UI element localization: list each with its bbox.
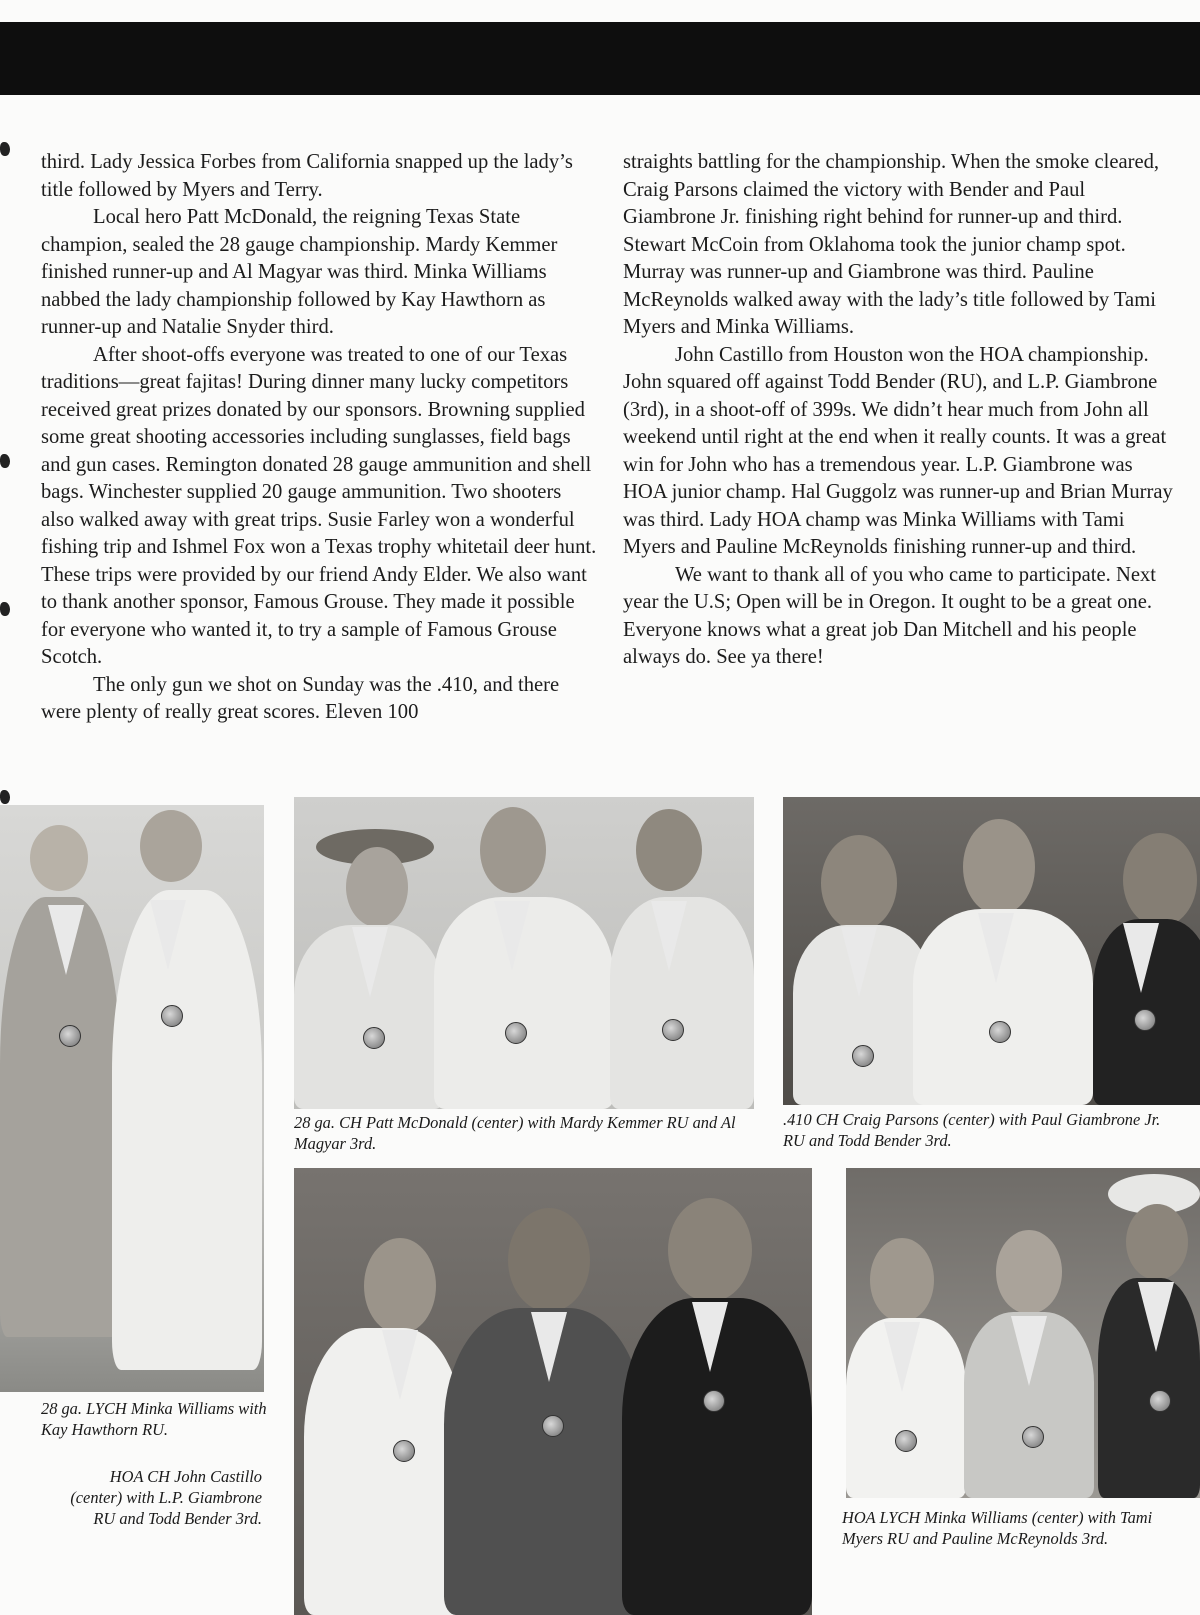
article-paragraph: third. Lady Jessica Forbes from California snapped up the lady’s title followed by Myers and Terry.	[41, 151, 573, 201]
photo-410-ch	[783, 797, 1200, 1105]
caption-410-ch: .410 CH Craig Parsons (center) with Paul Giambrone Jr. RU and Todd Bender 3rd.	[783, 1110, 1161, 1150]
photo-28ga-ch	[294, 797, 754, 1109]
article-paragraph: John Castillo from Houston won the HOA championship. John squared off against Todd Bender (RU), and L.P. Giambrone (3rd), in a shoot-off of 399s. We didn’t hear much from John all weekend until right at the end when it really counts. It was a great win for John who has a tremendous year. L.P. Giambrone was HOA junior champ. Hal Guggolz was runner-up and Brian Murray was third. Lady HOA champ was Minka Williams with Tami Myers and Pauline McReynolds finishing runner-up and third.	[623, 343, 1173, 558]
caption-28ga-ch: 28 ga. CH Patt McDonald (center) with Mardy Kemmer RU and Al Magyar 3rd.	[294, 1113, 736, 1153]
scan-edge-mark	[0, 602, 10, 616]
article-column-left	[41, 149, 597, 727]
article-paragraph: straights battling for the championship. When the smoke cleared, Craig Parsons claimed the victory with Bender and Paul Giambrone Jr. finishing right behind for runner-up and third. Stewart McCoin from Oklahoma took the junior champ spot. Murray was runner-up and Giambrone was third. Pauline McReynolds walked away with the lady’s title followed by Tami Myers and Minka Williams.	[623, 151, 1160, 338]
scan-edge-mark	[0, 790, 10, 804]
article-paragraph: The only gun we shot on Sunday was the .410, and there were plenty of really great scores. Eleven 100	[41, 673, 560, 723]
article-column-right	[623, 149, 1179, 672]
photo-lady-28ga	[0, 805, 264, 1392]
caption-lady-28ga: 28 ga. LYCH Minka Williams with Kay Hawthorn RU.	[41, 1399, 267, 1439]
article-paragraph: After shoot-offs everyone was treated to one of our Texas traditions—great fajitas! During dinner many lucky competitors received great prizes donated by our sponsors. Browning supplied some great shooting accessories including sunglasses, field bags and gun cases. Remington donated 28 gauge ammunition and shell bags. Winchester supplied 20 gauge ammunition. Two shooters also walked away with great trips. Susie Farley won a wonderful fishing trip and Ishmel Fox won a Texas trophy whitetail deer hunt. These trips were provided by our friend Andy Elder. We also want to thank another sponsor, Famous Grouse. They made it possible for everyone who wanted it, to try a sample of Famous Grouse Scotch.	[41, 343, 597, 668]
photo-hoa-ch	[294, 1168, 812, 1615]
photo-hoa-lych	[846, 1168, 1200, 1498]
scan-edge-mark	[0, 454, 10, 468]
article-paragraph: We want to thank all of you who came to participate. Next year the U.S; Open will be in Oregon. It ought to be a great one. Everyone knows what a great job Dan Mitchell and his people always do. See ya there!	[623, 563, 1156, 668]
caption-hoa-ch: HOA CH John Castillo (center) with L.P. Giambrone RU and Todd Bender 3rd.	[70, 1467, 262, 1528]
header-banner	[0, 22, 1200, 95]
article-paragraph: Local hero Patt McDonald, the reigning Texas State champion, sealed the 28 gauge championship. Mardy Kemmer finished runner-up and Al Magyar was third. Minka Williams nabbed the lady championship followed by Kay Hawthorn as runner-up and Natalie Snyder third.	[41, 206, 558, 338]
scan-edge-mark	[0, 142, 10, 156]
caption-hoa-lych: HOA LYCH Minka Williams (center) with Tami Myers RU and Pauline McReynolds 3rd.	[842, 1508, 1153, 1548]
